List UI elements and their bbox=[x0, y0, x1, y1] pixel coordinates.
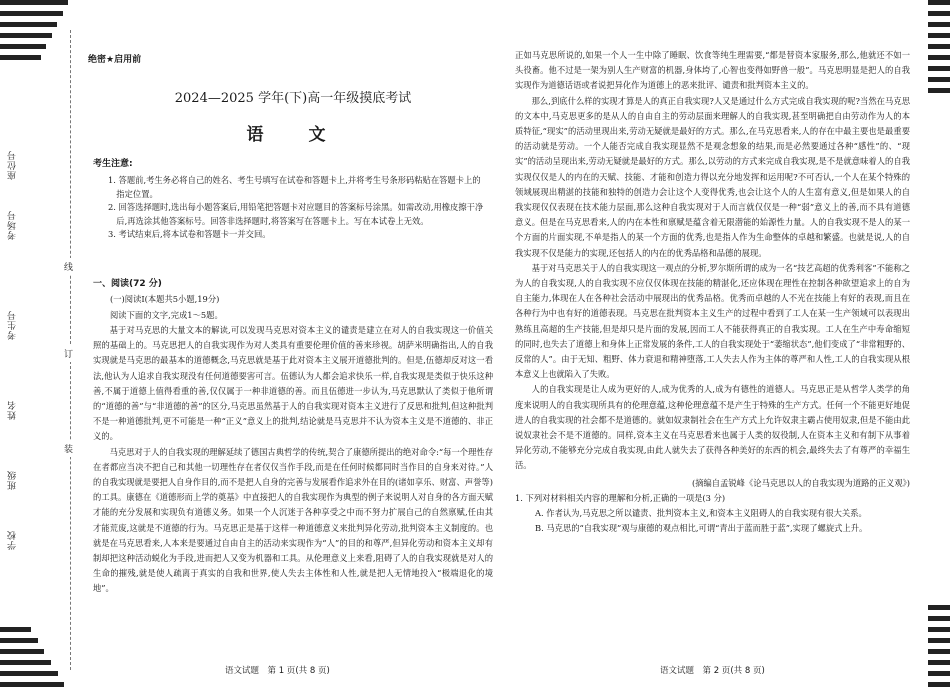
binding-bar bbox=[928, 660, 950, 665]
passage-paragraph: 马克思对于人的自我实现的理解延续了德国古典哲学的传统,契合了康德所提出的绝对命令:“每一个理性存在者都应当决不把自己和其他一切理性存在者仅仅当作手段,而是在任何时候都同时当作目的自身来对待。”人的自我实现就是要把人自身作目的,而不是把人自身的完善与发展看作追求外在目的(诸如享乐、财富、声誉等)的工具。康德在《道德形而上学的奠基》中直接把人的自我实现作为典型的例子来说明人对自身的各方面天赋才能的充分发展和实现负有道德义务。如果一个人沉迷于各种享受之中而不努力扩展自己的自然禀赋,任由其才能荒废,这就是不道德的行为。马克思正是基于这样一种道德意义来批判异化劳动,批判资本主义制度的。也就是在马克思看来,人本来是要通过自由自主的活动来实现作为“人”的目的和尊严,但异化劳动和资本主义却有制却把这种活动蜕化为手段,进而把人又变为机器和工具。从伦理意义上来看,阻碍了人的自我实现就是对人的生命的摧残,就是使人疏离于真实的自我和世界,使人失去主体性和人性,就是把人无情地投入“极端退化的境地”。 bbox=[93, 446, 493, 594]
side-field-student-id: 考生号 bbox=[8, 310, 18, 340]
binding-bar bbox=[928, 33, 950, 38]
binding-bar bbox=[928, 44, 950, 49]
option-a: A. 作者认为,马克思之所以谴责、批判资本主义,和资本主义阻碍人的自我实现有很大关系。 bbox=[535, 507, 867, 518]
option-b: B. 马克思的“自我实现”观与康德的观点相比,可谓“青出于蓝而胜于蓝”,实现了螺旋式上升。 bbox=[535, 522, 868, 533]
binding-bar bbox=[0, 44, 46, 49]
passage-right-column bbox=[515, 48, 910, 536]
binding-bar bbox=[0, 627, 31, 632]
binding-bar bbox=[928, 88, 950, 93]
side-field-exam-room: 考场号 bbox=[8, 210, 18, 240]
subsection-heading: (一)阅读Ⅰ(本题共5小题,19分) bbox=[110, 294, 220, 304]
cut-mark-ding: 订 bbox=[64, 345, 73, 362]
binding-bar bbox=[0, 33, 52, 38]
notes-heading: 考生注意: bbox=[93, 159, 133, 169]
binding-bar bbox=[0, 660, 51, 665]
source-citation: (摘编自孟锐峰《论马克思以人的自我实现为道路的正义观》) bbox=[691, 477, 910, 488]
binding-bar bbox=[928, 638, 950, 643]
binding-bar bbox=[928, 605, 950, 610]
side-field-seat: 座位号 bbox=[8, 150, 18, 180]
binding-bar bbox=[928, 11, 950, 16]
side-field-name: 姓名 bbox=[8, 400, 18, 420]
binding-bar bbox=[928, 671, 950, 676]
subject-title: 语 文 bbox=[246, 125, 340, 145]
passage-left-column bbox=[93, 323, 493, 597]
reading-instruction: 阅读下面的文字,完成1～5题。 bbox=[110, 310, 223, 320]
binding-bar bbox=[928, 627, 950, 632]
binding-bar bbox=[0, 649, 44, 654]
binding-bar bbox=[0, 682, 64, 687]
passage-paragraph: 基于对马克思关于人的自我实现这一观点的分析,罗尔斯所谓的成为一名“技艺高超的优秀利客”不能称之为人的自我实现,人的自我实现不应仅仅体现在技能的精湛化,还应体现在理性在控制各种欲望追求上的自为自主能力,体现在人在各种社会活动中展现出的优秀品格。优秀而卓越的人不光在技能上有好的表现,而且在各种行为中也有好的道德表现。马克思在批判资本主义生产的过程中看到了工人在某一生产领域可以表现出熟练且高超的生产技能,但是却只是片面的发展,因而工人不能获得真正的自我实现。工人在生产中寿命缩短的同时,也失去了道德上和身体上正常发展的条件,工人的自我实现处于“萎缩状态”,他们变成了“非常粗野的、反常的人”。由于无知、粗野、体力衰退和精神堕落,工人失去人作为主体的尊严和人性,工人的自我实现从根本意义上也就陷入了失败。 bbox=[515, 262, 910, 380]
binding-bar bbox=[0, 22, 57, 27]
page-footer-2: 语文试题 第 2 页(共 8 页) bbox=[660, 666, 765, 676]
binding-bar bbox=[928, 77, 950, 82]
note-item: 1. 答题前,考生务必将自己的姓名、考生号填写在试卷和答题卡上,并将考生号条形码粘贴在答题卡上的指定位置。 bbox=[108, 175, 481, 199]
cut-mark-xian: 线 bbox=[64, 258, 73, 275]
binding-strip-left bbox=[0, 0, 68, 688]
passage-paragraph: 那么,到底什么样的实现才算是人的真正自我实现?人又是通过什么方式完成自我实现的呢?当然在马克思的文本中,马克思更多的是从人的自由自主的劳动层面来理解人的自我实现,甚至明确把自由劳动作为人的本质特征,“现实”的活动里现出来,劳动无疑就是最好的方式。那么,在马克思看来,人的存在中最主要也是最重要的活动就是劳动。一个人能否完成自我实现显然不是观念想象的结果,而是必然要通过各种“感性”的、“现实”的活动呈现出来,劳动无疑就是最好的方式。那么,以劳动的方式来完成自我实现,是不是就意味着人的自我实现仅仅是人的内在的天赋、技能、才能和创造力得以充分地发挥和运用呢?不可否认,一个人在某个特殊的领域展现出精湛的技能和独特的创造力会让这个人变得优秀,也会让这个人的人生富有意义,但是如果人的自我实现仅仅表现在技术能力层面,那么这种自我实现对于人而言就仅仅是一种“弱”意义上的善,而不具有道德意义。但是在马克思看来,人的内在本性和禀赋是蕴含着无限潜能的始源性力量。人的自我实现不是人的某一个方面的片面实现,不单是指人的某一个方面的优秀,也是指人作为生命整体的卓越和繁盛。也就是说,人的自我实现不仅是能力的实现,还包括人的内在的优秀品格和品德的展现。 bbox=[515, 95, 910, 258]
binding-bar bbox=[0, 0, 68, 5]
notes-list bbox=[108, 174, 488, 242]
binding-bar bbox=[928, 649, 950, 654]
binding-bar bbox=[0, 638, 38, 643]
binding-bar bbox=[0, 671, 58, 676]
note-item: 3. 考试结束后,将本试卷和答题卡一并交回。 bbox=[108, 229, 271, 239]
binding-bar bbox=[928, 616, 950, 621]
binding-bar bbox=[0, 11, 63, 16]
binding-bar bbox=[928, 682, 950, 687]
confidential-label: 绝密★启用前 bbox=[88, 55, 142, 65]
exam-title: 2024—2025 学年(下)高一年级摸底考试 bbox=[174, 91, 412, 106]
side-field-school: 学校 bbox=[8, 530, 18, 550]
binding-bar bbox=[928, 66, 950, 71]
binding-strip-right bbox=[928, 0, 950, 688]
binding-bar bbox=[0, 55, 41, 60]
binding-bar bbox=[928, 22, 950, 27]
passage-paragraph: 人的自我实现是让人成为更好的人,成为优秀的人,成为有德性的道德人。马克思正是从哲学人类学的角度来说明人的自我实现所具有的伦理意蕴,这种伦理意蕴不是产生于特殊的生产方式。任何一个不能更好地促进人的自我实现的社会都不是道德的。就如奴隶制社会在生产方式上允许奴隶主霸占使用奴隶,但是不能由此说奴隶社会不是不道德的。同样,资本主义在马克思看来也属于人类的奴役制,人在资本主义和有制下从事着异化劳动,不能够充分完成自我实现,由此人就失去了获得各种美好的东西的机会,最终失去了有尊严的幸福生活。 bbox=[515, 384, 910, 471]
binding-bar bbox=[928, 55, 950, 60]
question-1 bbox=[515, 491, 910, 536]
note-item: 2. 回答选择题时,选出每小题答案后,用铅笔把答题卡对应题目的答案标号涂黑。如需改动,用橡皮擦干净后,再选涂其他答案标号。回答非选择题时,将答案写在答题卡上。写在本试卷上无效。 bbox=[108, 202, 484, 226]
passage-paragraph: 正如马克思所说的,如果一个人一生中除了睡眠、饮食等纯生理需要,“都是替资本家服务,那么,他就还不如一头役畜。他不过是一架为别人生产财富的机器,身体垮了,心智也变得如野兽一般”。马克思明显是把人的自我实现作为道德话语或者说把异化作为道德上的恶来批评、谴责和批判资本主义的。 bbox=[515, 50, 910, 91]
binding-bar bbox=[928, 0, 950, 5]
passage-paragraph: 基于对马克思的大量文本的解读,可以发现马克思对资本主义的谴责是建立在对人的自我实现这一价值关照的基础上的。马克思把人的自我实现作为对人类具有重要伦理价值的善来珍视。胡萨米明确指出,人的自我实现就是马克思的最基本的道德概念,马克思就是基于此对资本主义展开道德批判的。但是,伍德却反对这一看法,他认为人追求自我实现没有任何道德要害可言。伍德认为人都会追求快乐一样,自我实现是类似于快乐这种善,不属于道德上值得看重的善,仅仅属于一种非道德的善。而且伍德进一步认为,马克思默认了类似于他所谓的“道德的善”与“非道德的善”的区分,马克思虽然基于人的自我实现对资本主义进行了反思和批判,但这种批判不是一种道德批判,更不可能是一种“正义”意义上的批判,结论就是马克思并不认为资本主义是不道德的、非正义的。 bbox=[93, 325, 493, 442]
section-heading: 一、阅读(72 分) bbox=[93, 279, 162, 289]
side-field-class: 班级 bbox=[8, 470, 18, 490]
page-footer-1: 语文试题 第 1 页(共 8 页) bbox=[225, 666, 330, 676]
cut-mark-zhuang: 装 bbox=[64, 440, 73, 457]
question-stem: 1. 下列对材料相关内容的理解和分析,正确的一项是(3 分) bbox=[515, 492, 726, 503]
